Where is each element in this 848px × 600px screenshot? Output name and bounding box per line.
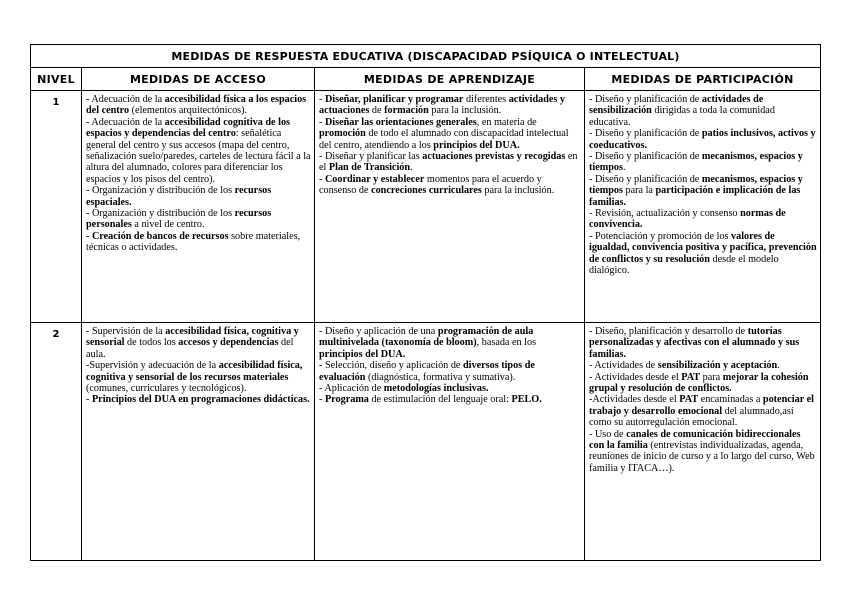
measure-item: - Revisión, actualización y consenso normas de convivencia. [589,208,786,231]
measure-item: - Uso de canales de comunicación bidireccionales con la familia (entrevistas individualizadas, agenda, reuniones de inicio de curso y a lo largo del curso, Web familia y ITACA…). [589,428,815,474]
measure-item: - Coordinar y establecer momentos para el acuerdo y consenso de concreciones curriculares para la inclusión. [319,173,555,197]
table-row [31,323,821,561]
participacion-cell [585,323,821,561]
measure-item: - Diseño y planificación de mecanismos, espacios y tiempos para la participación e implicación de las familias. [589,173,803,208]
measure-item: - Diseño y planificación de actividades de sensibilización dirigidas a toda la comunidad educativa. [589,94,775,128]
acceso-cell [82,323,315,561]
measure-item: - Supervisión de la accesibilidad física, cognitiva y sensorial de todos los accesos y dependencias del aula. [86,326,299,360]
measure-item: - Potenciación y promoción de los valores de igualdad, convivencia positiva y pacífica, prevención de conflictos y su resolución desde el modelo dialógico. [589,230,817,277]
header-nivel: NIVEL [31,68,82,91]
measure-item: - Diseñar, planificar y programar diferentes actividades y actuaciones de formación para la inclusión. [319,94,566,117]
measure-item: - Adecuación de la accesibilidad física a los espacios del centro (elementos arquitectónicos). [86,94,307,117]
measure-item: - Diseño, planificación y desarrollo de tutorías personalizadas y afectivas con el alumnado y sus familias. [589,326,800,360]
measure-item: - Organización y distribución de los recursos personales a nivel de centro. [86,208,272,231]
measures-table [30,44,821,561]
aprendizaje-cell [315,91,585,323]
measure-item: - Aplicación de metodologías inclusivas. [319,383,489,395]
participacion-cell [585,91,821,323]
acceso-cell [82,91,315,323]
measure-item: - Diseño y planificación de mecanismos, espacios y tiempos. [589,151,803,174]
measure-item: - Actividades desde el PAT para mejorar la cohesión grupal y resolución de conflictos. [589,371,809,395]
header-acceso: MEDIDAS DE ACCESO [82,68,315,91]
measure-item: - Diseño y planificación de patios inclusivos, activos y coeducativos. [589,128,816,151]
measure-item: - Creación de bancos de recursos sobre materiales, técnicas o actividades. [86,230,301,254]
aprendizaje-cell [315,323,585,561]
measure-item: - Adecuación de la accesibilidad cognitiva de los espacios y dependencias del centro: señalética general del centro y sus accesos (mapa del centro, señalización suelo/paredes, carteles de lectura fácil a la altura del alumnado, colores para diferenciar los espacios y los pisos del centro). [86,116,311,185]
measure-item: - Principios del DUA en programaciones didácticas. [86,394,310,406]
measure-item: - Actividades de sensibilización y aceptación. [589,360,780,372]
measure-item: - Programa de estimulación del lenguaje oral: PELO. [319,394,542,406]
table-title: MEDIDAS DE RESPUESTA EDUCATIVA (DISCAPACIDAD PSÍQUICA O INTELECTUAL) [31,45,821,68]
header-aprendizaje: MEDIDAS DE APRENDIZAJE [315,68,585,91]
measure-item: - Diseñar y planificar las actuaciones previstas y recogidas en el Plan de Transición. [319,151,578,174]
measure-item: - Diseño y aplicación de una programación de aula multinivelada (taxonomía de bloom), basada en los principios del DUA. [319,326,537,360]
level-cell: 2 [31,323,82,561]
measure-item: -Supervisión y adecuación de la accesibilidad física, cognitiva y sensorial de los recursos materiales (comunes, curriculares y tecnológicos). [86,360,303,395]
header-participacion: MEDIDAS DE PARTICIPACIÓN [585,68,821,91]
table-row [31,91,821,323]
level-cell: 1 [31,91,82,323]
measure-item: - Diseñar las orientaciones generales, en materia de promoción de todo el alumnado con discapacidad intelectual del centro, atendiendo a los principios del DUA. [319,116,569,151]
measure-item: - Selección, diseño y aplicación de diversos tipos de evaluación (diagnóstica, formativa y sumativa). [319,360,535,383]
measure-item: - Organización y distribución de los recursos espaciales. [86,185,272,208]
measure-item: -Actividades desde el PAT encaminadas a potenciar el trabajo y desarrollo emocional del alumnado,así como su autorregulación emocional. [589,394,814,429]
